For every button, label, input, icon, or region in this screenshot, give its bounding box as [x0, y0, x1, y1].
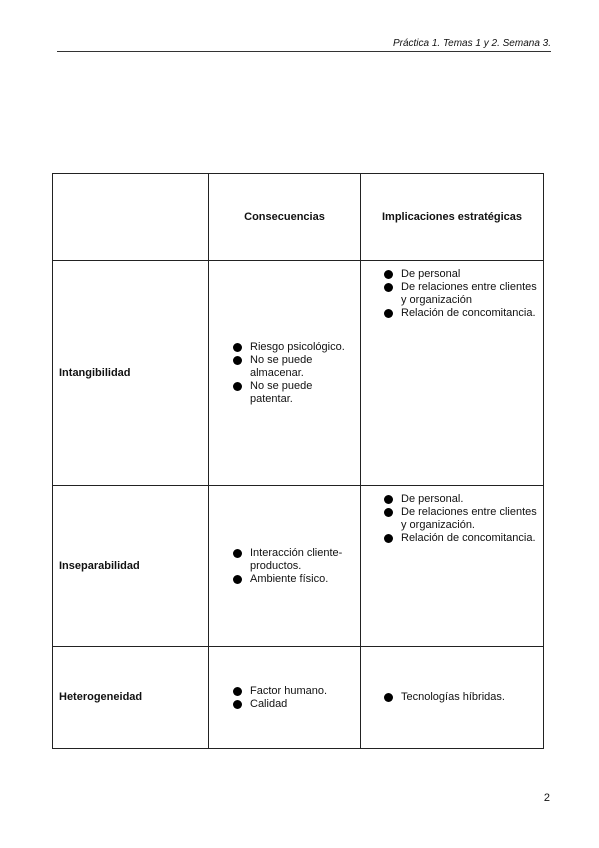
implicaciones-cell — [361, 647, 544, 749]
header-cell-empty — [53, 174, 209, 261]
list-item: De personal. — [384, 493, 537, 506]
list-item: Riesgo psicológico. — [233, 341, 354, 354]
characteristics-table — [52, 173, 544, 749]
list-item: Ambiente físico. — [233, 573, 354, 586]
list-item: Relación de concomitancia. — [384, 532, 537, 545]
list-item: Factor humano. — [233, 685, 354, 698]
list-item: Interacción cliente-productos. — [233, 547, 354, 573]
page-header: Práctica 1. Temas 1 y 2. Semana 3. — [392, 38, 551, 49]
row-label: Heterogeneidad — [53, 647, 209, 749]
list-item: Tecnologías híbridas. — [384, 691, 537, 704]
list-item: De relaciones entre clientes y organización. — [384, 506, 537, 532]
consecuencias-cell — [209, 647, 361, 749]
header-cell-implicaciones: Implicaciones estratégicas — [361, 174, 544, 261]
list-item: Calidad — [233, 698, 354, 711]
header-rule — [57, 51, 551, 52]
table-row — [53, 486, 544, 647]
table-header-row — [53, 174, 544, 261]
row-label: Intangibilidad — [53, 261, 209, 486]
list-item: Relación de concomitancia. — [384, 307, 537, 320]
consecuencias-cell — [209, 261, 361, 486]
list-item: De personal — [384, 268, 537, 281]
row-label: Inseparabilidad — [53, 486, 209, 647]
table-row — [53, 261, 544, 486]
table-row — [53, 647, 544, 749]
implicaciones-cell — [361, 486, 544, 647]
list-item: De relaciones entre clientes y organización — [384, 281, 537, 307]
header-cell-consecuencias: Consecuencias — [209, 174, 361, 261]
list-item: No se puede patentar. — [233, 380, 354, 406]
implicaciones-cell — [361, 261, 544, 486]
consecuencias-cell — [209, 486, 361, 647]
list-item: No se puede almacenar. — [233, 354, 354, 380]
page-number: 2 — [543, 792, 550, 804]
